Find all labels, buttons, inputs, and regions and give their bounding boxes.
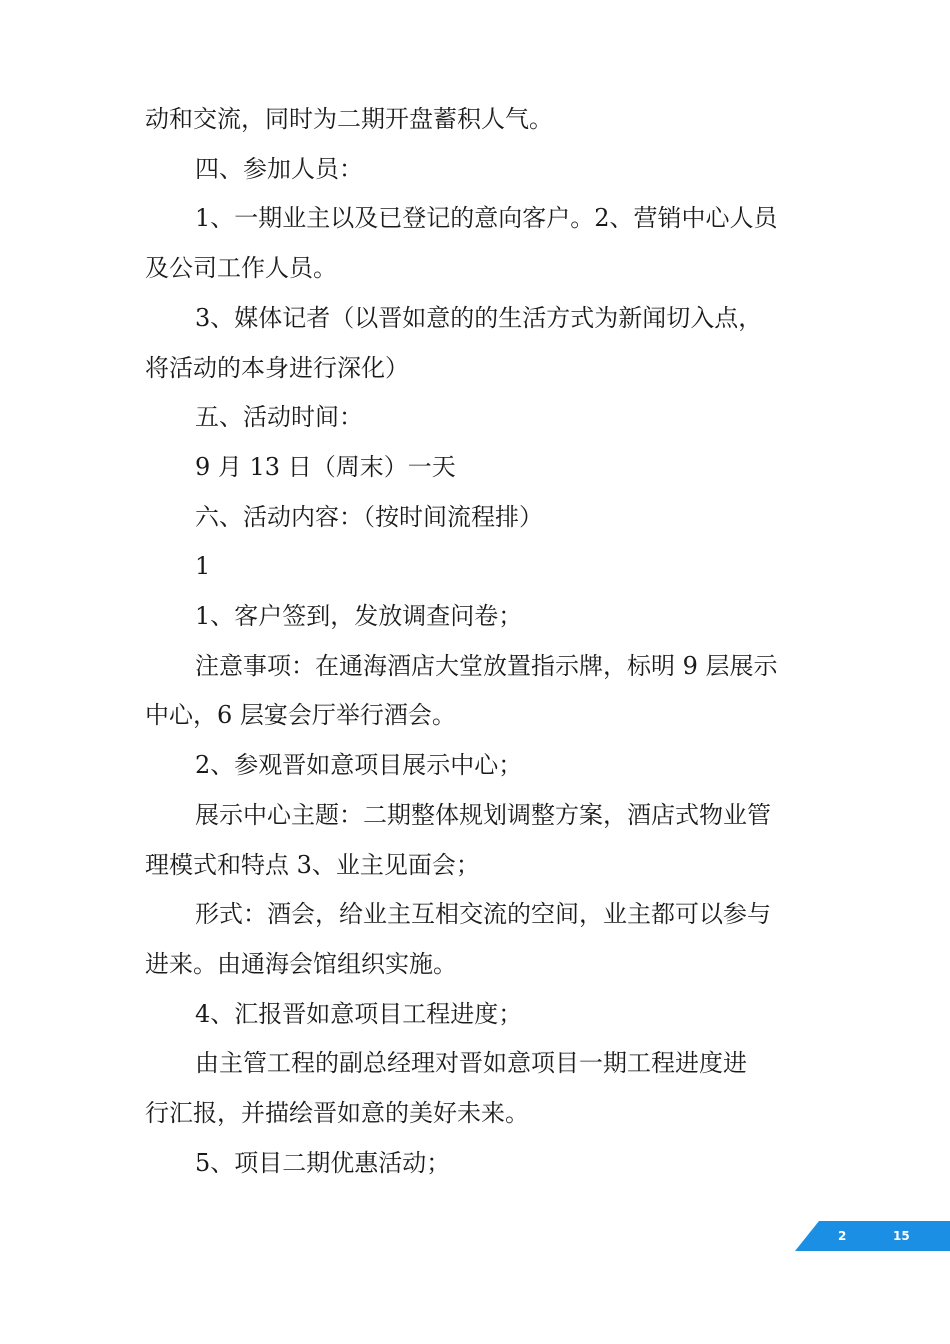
text-line: 4、汇报晋如意项目工程进度； <box>195 1000 523 1028</box>
text-line: 形式：酒会，给业主互相交流的空间，业主都可以参与 <box>195 900 771 928</box>
text-line: 2、参观晋如意项目展示中心； <box>195 751 523 779</box>
text-line: 进来。由通海会馆组织实施。 <box>145 950 457 978</box>
text-line: 五、活动时间： <box>195 403 363 431</box>
total-page-count: 15 <box>893 1229 910 1243</box>
text-line: 1、客户签到，发放调查问卷； <box>195 602 523 630</box>
text-line: 动和交流，同时为二期开盘蓄积人气。 <box>145 105 553 133</box>
text-line: 3、媒体记者（以晋如意的的生活方式为新闻切入点， <box>195 304 763 332</box>
current-page-number: 2 <box>838 1229 847 1243</box>
page-number-bar <box>795 1221 950 1251</box>
text-line: 六、活动内容：（按时间流程排） <box>195 503 543 531</box>
text-line: 9 月 13 日（周末）一天 <box>195 453 456 481</box>
text-line: 四、参加人员： <box>195 155 363 183</box>
text-line: 将活动的本身进行深化） <box>145 354 409 382</box>
text-line: 行汇报，并描绘晋如意的美好未来。 <box>145 1099 529 1127</box>
text-line: 展示中心主题：二期整体规划调整方案，酒店式物业管 <box>195 801 771 829</box>
text-line: 由主管工程的副总经理对晋如意项目一期工程进度进 <box>195 1049 747 1077</box>
text-line: 理模式和特点 3、业主见面会； <box>145 851 480 879</box>
text-line: 注意事项：在通海酒店大堂放置指示牌，标明 9 层展示 <box>195 652 778 680</box>
text-line: 中心，6 层宴会厅举行酒会。 <box>145 701 456 729</box>
text-line: 5、项目二期优惠活动； <box>195 1149 451 1177</box>
text-line: 1、一期业主以及已登记的意向客户。2、营销中心人员 <box>195 204 778 232</box>
text-line: 及公司工作人员。 <box>145 254 337 282</box>
text-line: 1 <box>195 552 211 580</box>
